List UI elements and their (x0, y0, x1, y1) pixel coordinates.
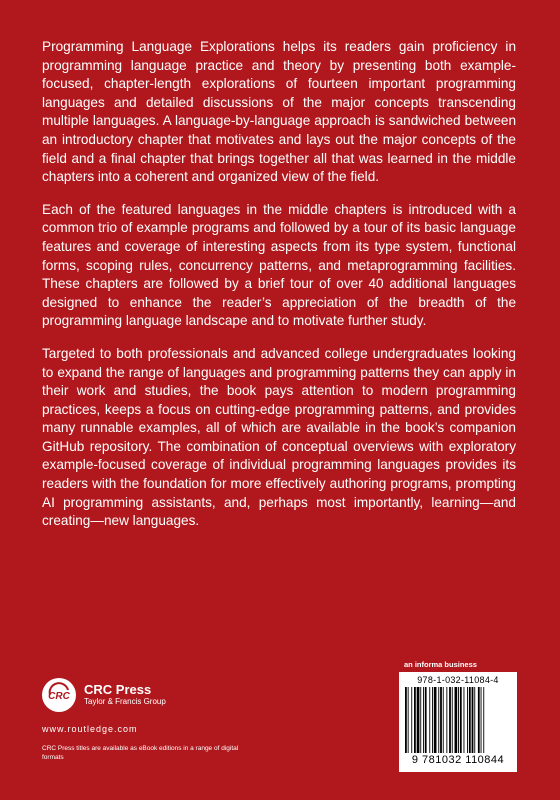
barcode-bar (432, 687, 433, 753)
barcode-bar (481, 687, 482, 753)
barcode-bar (425, 687, 427, 753)
barcode-bar (440, 687, 442, 753)
barcode-bar (483, 687, 484, 753)
barcode-bar (429, 687, 430, 753)
barcode-bar (417, 687, 420, 753)
isbn-label: 978-1-032-11084-4 (417, 675, 499, 685)
barcode-bar (411, 687, 412, 753)
press-text (84, 683, 166, 707)
barcode-bar (423, 687, 424, 753)
barcode-bar (452, 687, 453, 753)
barcode-bar (420, 687, 421, 753)
barcode-bar (414, 687, 416, 753)
blurb-paragraph-1: Programming Language Explorations helps its readers gain proficiency in programming language practice and theory by presenting both example-focused, chapter-length explorations of fourteen important programming languages and detailed discussions of the major concepts transcending multiple languages. A language-by-language approach is sandwiched between an introductory chapter that motivates and lays out the major concepts of the field and a final chapter that brings together all that was learned in the middle chapters into a coherent and organized view of the field. (42, 39, 516, 185)
barcode-bar (446, 687, 447, 753)
barcode-bar (405, 687, 407, 753)
barcode-bar (474, 687, 475, 753)
publisher-website: www.routledge.com (42, 724, 138, 734)
barcode-bar (467, 687, 468, 753)
barcode-bar (478, 687, 480, 753)
barcode-bar (464, 687, 465, 753)
press-group: Taylor & Francis Group (84, 697, 166, 706)
crc-logo-lettering: CRC (48, 691, 70, 702)
barcode-bar (434, 687, 437, 753)
blurb-paragraph-2: Each of the featured languages in the middle chapters is introduced with a common trio of example programs and followed by a tour of its basic language features and coverage of interesting aspects from its type system, functional forms, scoping rules, concurrency patterns, and metaprogramming facilities. These chapters are followed by a brief tour of over 40 additional languages designed to enhance the reader’s appreciation of the breadth of the programming language landscape and to motivate further study. (42, 201, 516, 329)
barcode-bar (469, 687, 471, 753)
publisher-logo-row (42, 678, 302, 712)
barcode-bar (449, 687, 451, 753)
barcode-bar (438, 687, 439, 753)
ebook-note: CRC Press titles are available as eBook editions in a range of digital formats (42, 745, 239, 761)
press-name: CRC Press (84, 682, 152, 697)
barcode-bar (460, 687, 462, 753)
informa-business-label: an informa business (404, 660, 477, 669)
barcode-bar (458, 687, 459, 753)
publisher-block (42, 678, 302, 762)
barcode-box (399, 672, 517, 772)
barcode-digits: 9 781032 110844 (411, 754, 505, 766)
barcode-bars (405, 687, 511, 753)
barcode-bar (472, 687, 474, 753)
back-cover-blurb (42, 38, 516, 545)
barcode-bar (408, 687, 409, 753)
barcode-bar (455, 687, 458, 753)
blurb-paragraph-3: Targeted to both professionals and advanced college undergraduates looking to expand the range of languages and programming patterns they can apply in their work and studies, the book pays attention to modern programming practices, keeps a focus on cutting-edge programming patterns, and provides many runnable examples, all of which are available in the book’s companion GitHub repository. The combination of conceptual overviews with exploratory example-focused coverage of individual programming languages provides its readers with the foundation for more effectively authoring programs, prompting AI programming assistants, and, perhaps most importantly, learning—and creating—new languages. (42, 345, 516, 529)
barcode-bar (443, 687, 444, 753)
crc-press-logo-icon (42, 678, 76, 712)
